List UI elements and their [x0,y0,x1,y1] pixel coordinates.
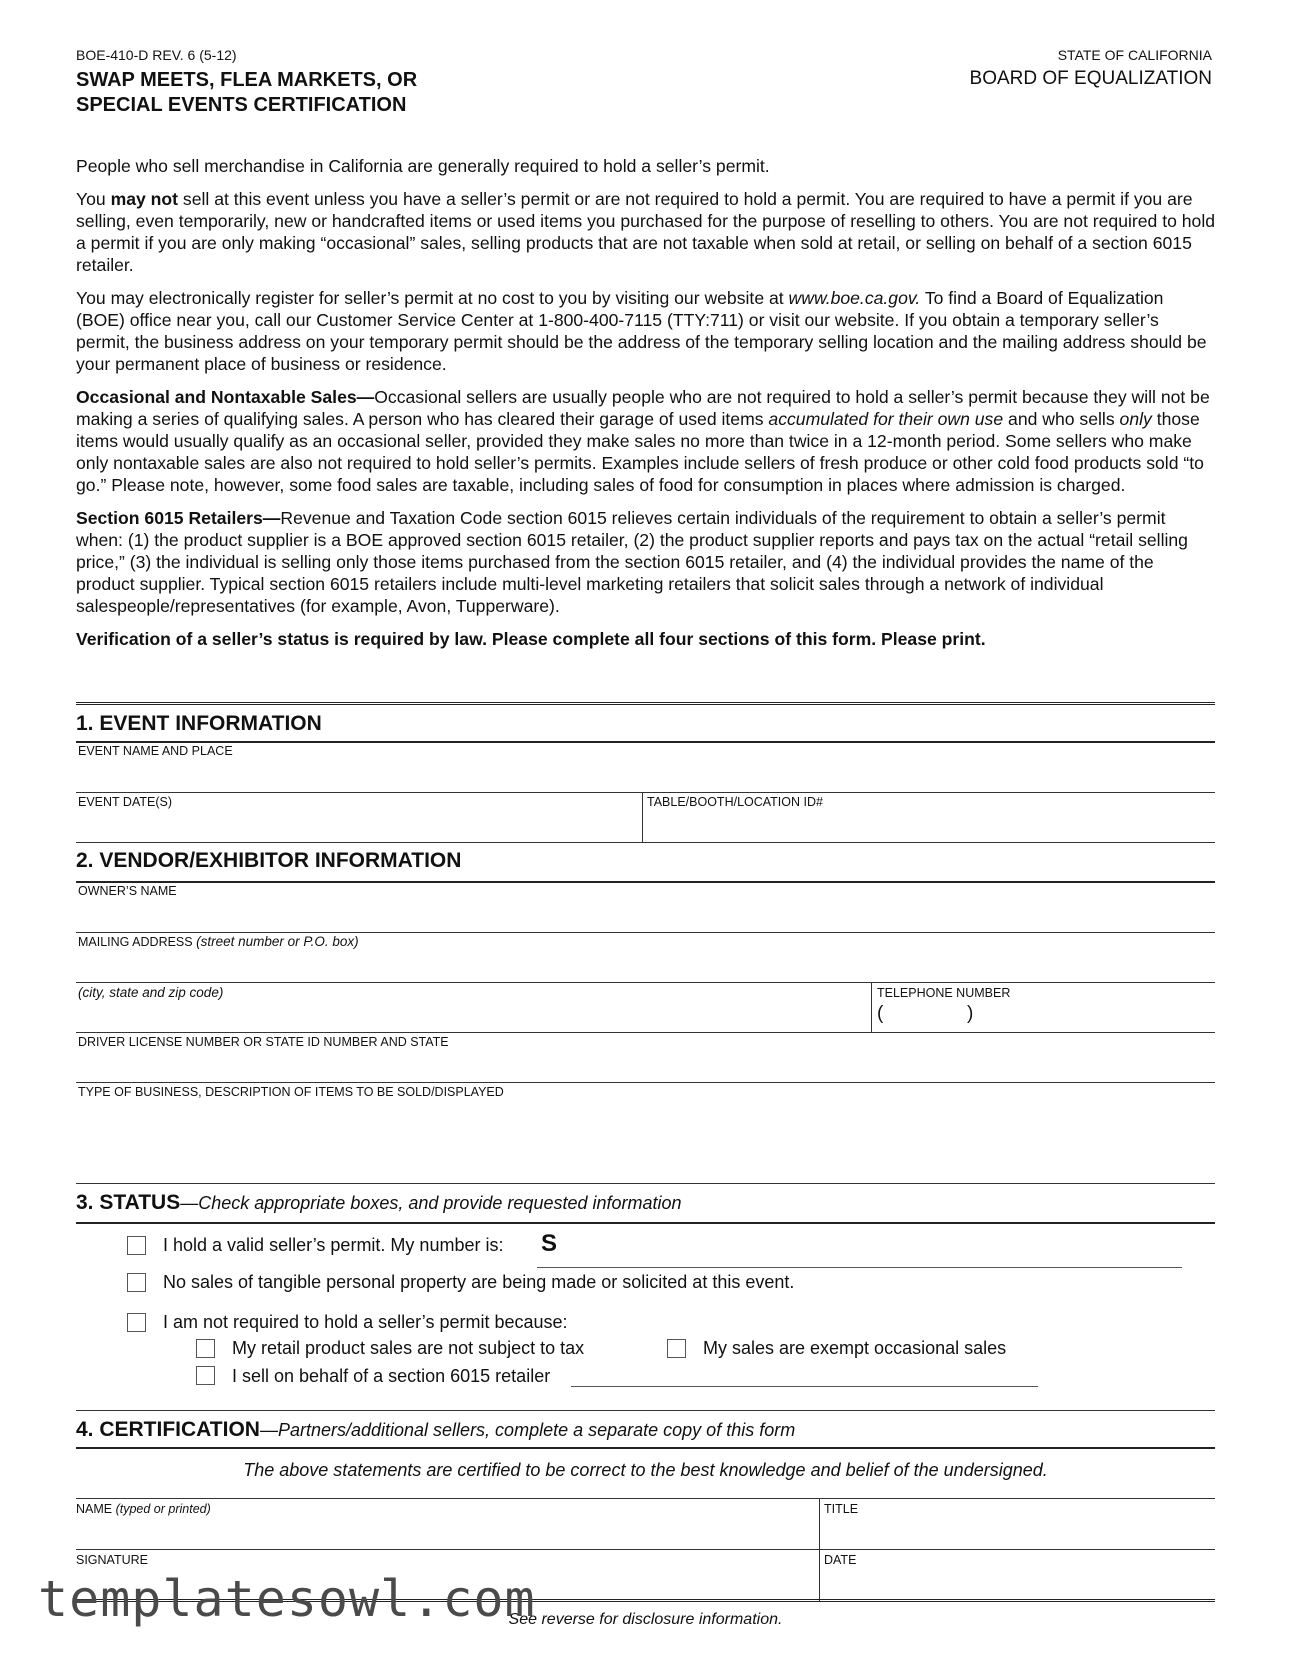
permit-holder-option: I hold a valid seller’s permit. My number is: [163,1235,504,1255]
section2-title-rule [76,881,1215,883]
intro-p4-italic2: only [1119,409,1152,429]
title-label: TITLE [824,1502,859,1516]
intro-p5-text: Revenue and Taxation Code section 6015 relieves certain individuals of the requirement to obtain a seller’s permit when: (1) the product supplier is a BOE approved section 6015 retailer, (2) the product supplier reports and pays tax on the actual “retail selling price,” (3) the individual is selling only those items purchased from the section 6015 retailer, and (4) the individual provides the name of the product supplier. Typical section 6015 retailers include multi-level marketing retailers that solicit sales through a network of individual salespeople/representatives (for example, Avon, Tupperware). [76,508,1188,616]
certification-statement: The above statements are certified to be correct to the best knowledge and belief of the undersigned. [243,1460,1048,1480]
telephone-field[interactable] [885,1003,1215,1029]
owner-name-label: OWNER’S NAME [78,884,177,898]
booth-label: TABLE/BOOTH/LOCATION ID# [647,795,823,809]
section1-top-rule [76,702,1215,705]
intro-p3-a: You may electronically register for seller’s permit at no cost to you by visiting our website at [76,288,789,308]
permit-number-field[interactable] [565,1232,1181,1264]
intro-p4-a: Occasional sellers are usually people who are not required to hold a seller’s permit because they will not be making a series of qualifying sales. A person who has cleared their garage of used items [76,387,1210,429]
verification-note: Verification of a seller’s status is required by law. Please complete all four sections of this form. Please print. [76,629,986,649]
intro-p4-c: those items would usually qualify as an occasional seller, provided they make sales no more than twice in a 12-month period. Some sellers who make only nontaxable sales are also not required to hold seller’s permits. Examples include sellers of fresh produce or other cold food products sold “to go.” Please note, however, some food sales are taxable, including sales of food for consumption in places where admission is charged. [76,409,1204,495]
retailer-6015-rule [571,1386,1038,1387]
form-title [76,68,417,118]
permit-prefix: S [541,1230,558,1257]
occasional-sales-checkbox[interactable] [667,1339,686,1358]
event-dates-rule [76,842,1215,843]
occasional-sales-paragraph [76,386,1216,496]
booth-id-field[interactable] [645,809,1215,841]
name-top-rule [76,1498,1215,1499]
owner-name-field[interactable] [76,898,1215,930]
signature-label: SIGNATURE [76,1553,148,1567]
section3-title-text: 3. STATUS [76,1191,181,1214]
section1-title-rule [76,741,1215,743]
mailing-address-label [78,934,359,949]
mailing-address-field[interactable] [76,950,1215,980]
business-type-label: TYPE OF BUSINESS, DESCRIPTION OF ITEMS TO BE SOLD/DISPLAYED [78,1085,504,1099]
driver-license-field[interactable] [76,1050,1215,1080]
event-dates-field[interactable] [76,809,642,841]
name-label-italic: (typed or printed) [115,1502,211,1516]
cert-divider [819,1498,820,1602]
event-name-rule [76,792,1215,793]
name-label [76,1502,211,1516]
intro-p2-b: sell at this event unless you have a seller’s permit or are not required to hold a permit. You are required to have a permit if you are selling, even temporarily, new or handcrafted items or used items you purchased for the purpose of reselling to others. You are not required to hold a permit if you are only making “occasional” sales, selling products that are not taxable when sold at retail, or selling on behalf of a section 6015 retailer. [76,189,1216,275]
instructions [76,155,1216,661]
phone-divider [871,982,872,1032]
mailing-label-italic: (street number or P.O. box) [196,934,359,949]
name-field[interactable] [76,1517,816,1547]
telephone-label: TELEPHONE NUMBER [877,986,1011,1000]
city-state-zip-label: (city, state and zip code) [78,985,224,1000]
city-rule [76,1032,1215,1033]
event-name-field[interactable] [76,758,1215,790]
section4-title-rule [76,1447,1215,1449]
intro-paragraph-3 [76,287,1216,375]
intro-p4-b: and who sells [1003,409,1120,429]
name-label-text: NAME [76,1502,116,1516]
disclosure-note: See reverse for disclosure information. [508,1611,783,1628]
intro-paragraph-1: People who sell merchandise in California are generally required to hold a seller’s permit. [76,156,770,176]
state-name: STATE OF CALIFORNIA [1057,47,1212,63]
intro-p3-b: To find a Board of Equalization (BOE) office near you, call our Customer Service Center at 1-800-400-7115 (TTY:711) or visit our website. If you obtain a temporary seller’s permit, the business address on your temporary permit should be the address of the temporary selling location and the mailing address should be your permanent place of business or residence. [76,288,1207,374]
intro-p2-bold: may not [110,189,179,209]
owner-rule [76,932,1215,933]
occasional-sales-heading: Occasional and Nontaxable Sales— [76,387,375,407]
no-sales-option: No sales of tangible personal property are being made or solicited at this event. [163,1272,795,1292]
website-link[interactable]: www.boe.ca.gov. [788,288,921,308]
section4-top-rule [76,1410,1215,1411]
not-required-checkbox[interactable] [127,1313,146,1332]
section3-title-rule [76,1222,1215,1224]
not-taxable-option: My retail product sales are not subject to tax [232,1338,585,1358]
business-rule [76,1183,1215,1184]
not-taxable-checkbox[interactable] [196,1339,215,1358]
section3-subtitle: —Check appropriate boxes, and provide requested information [180,1193,682,1213]
agency-name: BOARD OF EQUALIZATION [969,68,1212,89]
section4-title-text: 4. CERTIFICATION [76,1418,260,1441]
permit-holder-checkbox[interactable] [127,1236,146,1255]
retailer-6015-checkbox[interactable] [196,1366,215,1385]
business-type-field[interactable] [76,1100,1215,1180]
date-label: DATE [824,1553,857,1567]
intro-p2-a: You [76,189,111,209]
retailer-6015-field[interactable] [572,1362,1037,1386]
form-code: BOE-410-D REV. 6 (5-12) [76,47,237,63]
section1-title: 1. EVENT INFORMATION [76,712,322,735]
event-dates-label: EVENT DATE(S) [78,795,172,809]
city-state-zip-field[interactable] [76,1000,869,1030]
event-divider [642,792,643,842]
date-field[interactable] [822,1568,1215,1598]
section3-title [76,1191,682,1215]
occasional-sales-option: My sales are exempt occasional sales [703,1338,1007,1358]
section-6015-heading: Section 6015 Retailers— [76,508,281,528]
no-sales-checkbox[interactable] [127,1273,146,1292]
section2-title: 2. VENDOR/EXHIBITOR INFORMATION [76,849,462,872]
intro-paragraph-2 [76,188,1216,276]
section4-subtitle: —Partners/additional sellers, complete a separate copy of this form [259,1420,796,1440]
mailing-label-text: MAILING ADDRESS [78,935,197,949]
form-title-line2: SPECIAL EVENTS CERTIFICATION [76,94,407,116]
name-bottom-rule [76,1549,1215,1550]
area-code-close: ) [967,1003,974,1024]
permit-number-rule [537,1267,1182,1268]
driver-license-rule [76,1082,1215,1083]
event-name-label: EVENT NAME AND PLACE [78,744,233,758]
title-field[interactable] [822,1517,1215,1547]
watermark: templatesowl.com [38,1570,536,1628]
mailing-rule [76,982,1215,983]
form-title-line1: SWAP MEETS, FLEA MARKETS, OR [76,69,418,91]
driver-license-label: DRIVER LICENSE NUMBER OR STATE ID NUMBER AND STATE [78,1035,449,1049]
intro-p4-italic1: accumulated for their own use [768,409,1004,429]
area-code-open: ( [877,1003,884,1024]
section-6015-paragraph [76,507,1216,617]
section4-title [76,1418,795,1442]
retailer-6015-option: I sell on behalf of a section 6015 retailer [232,1366,551,1386]
not-required-option: I am not required to hold a seller’s permit because: [163,1312,568,1332]
